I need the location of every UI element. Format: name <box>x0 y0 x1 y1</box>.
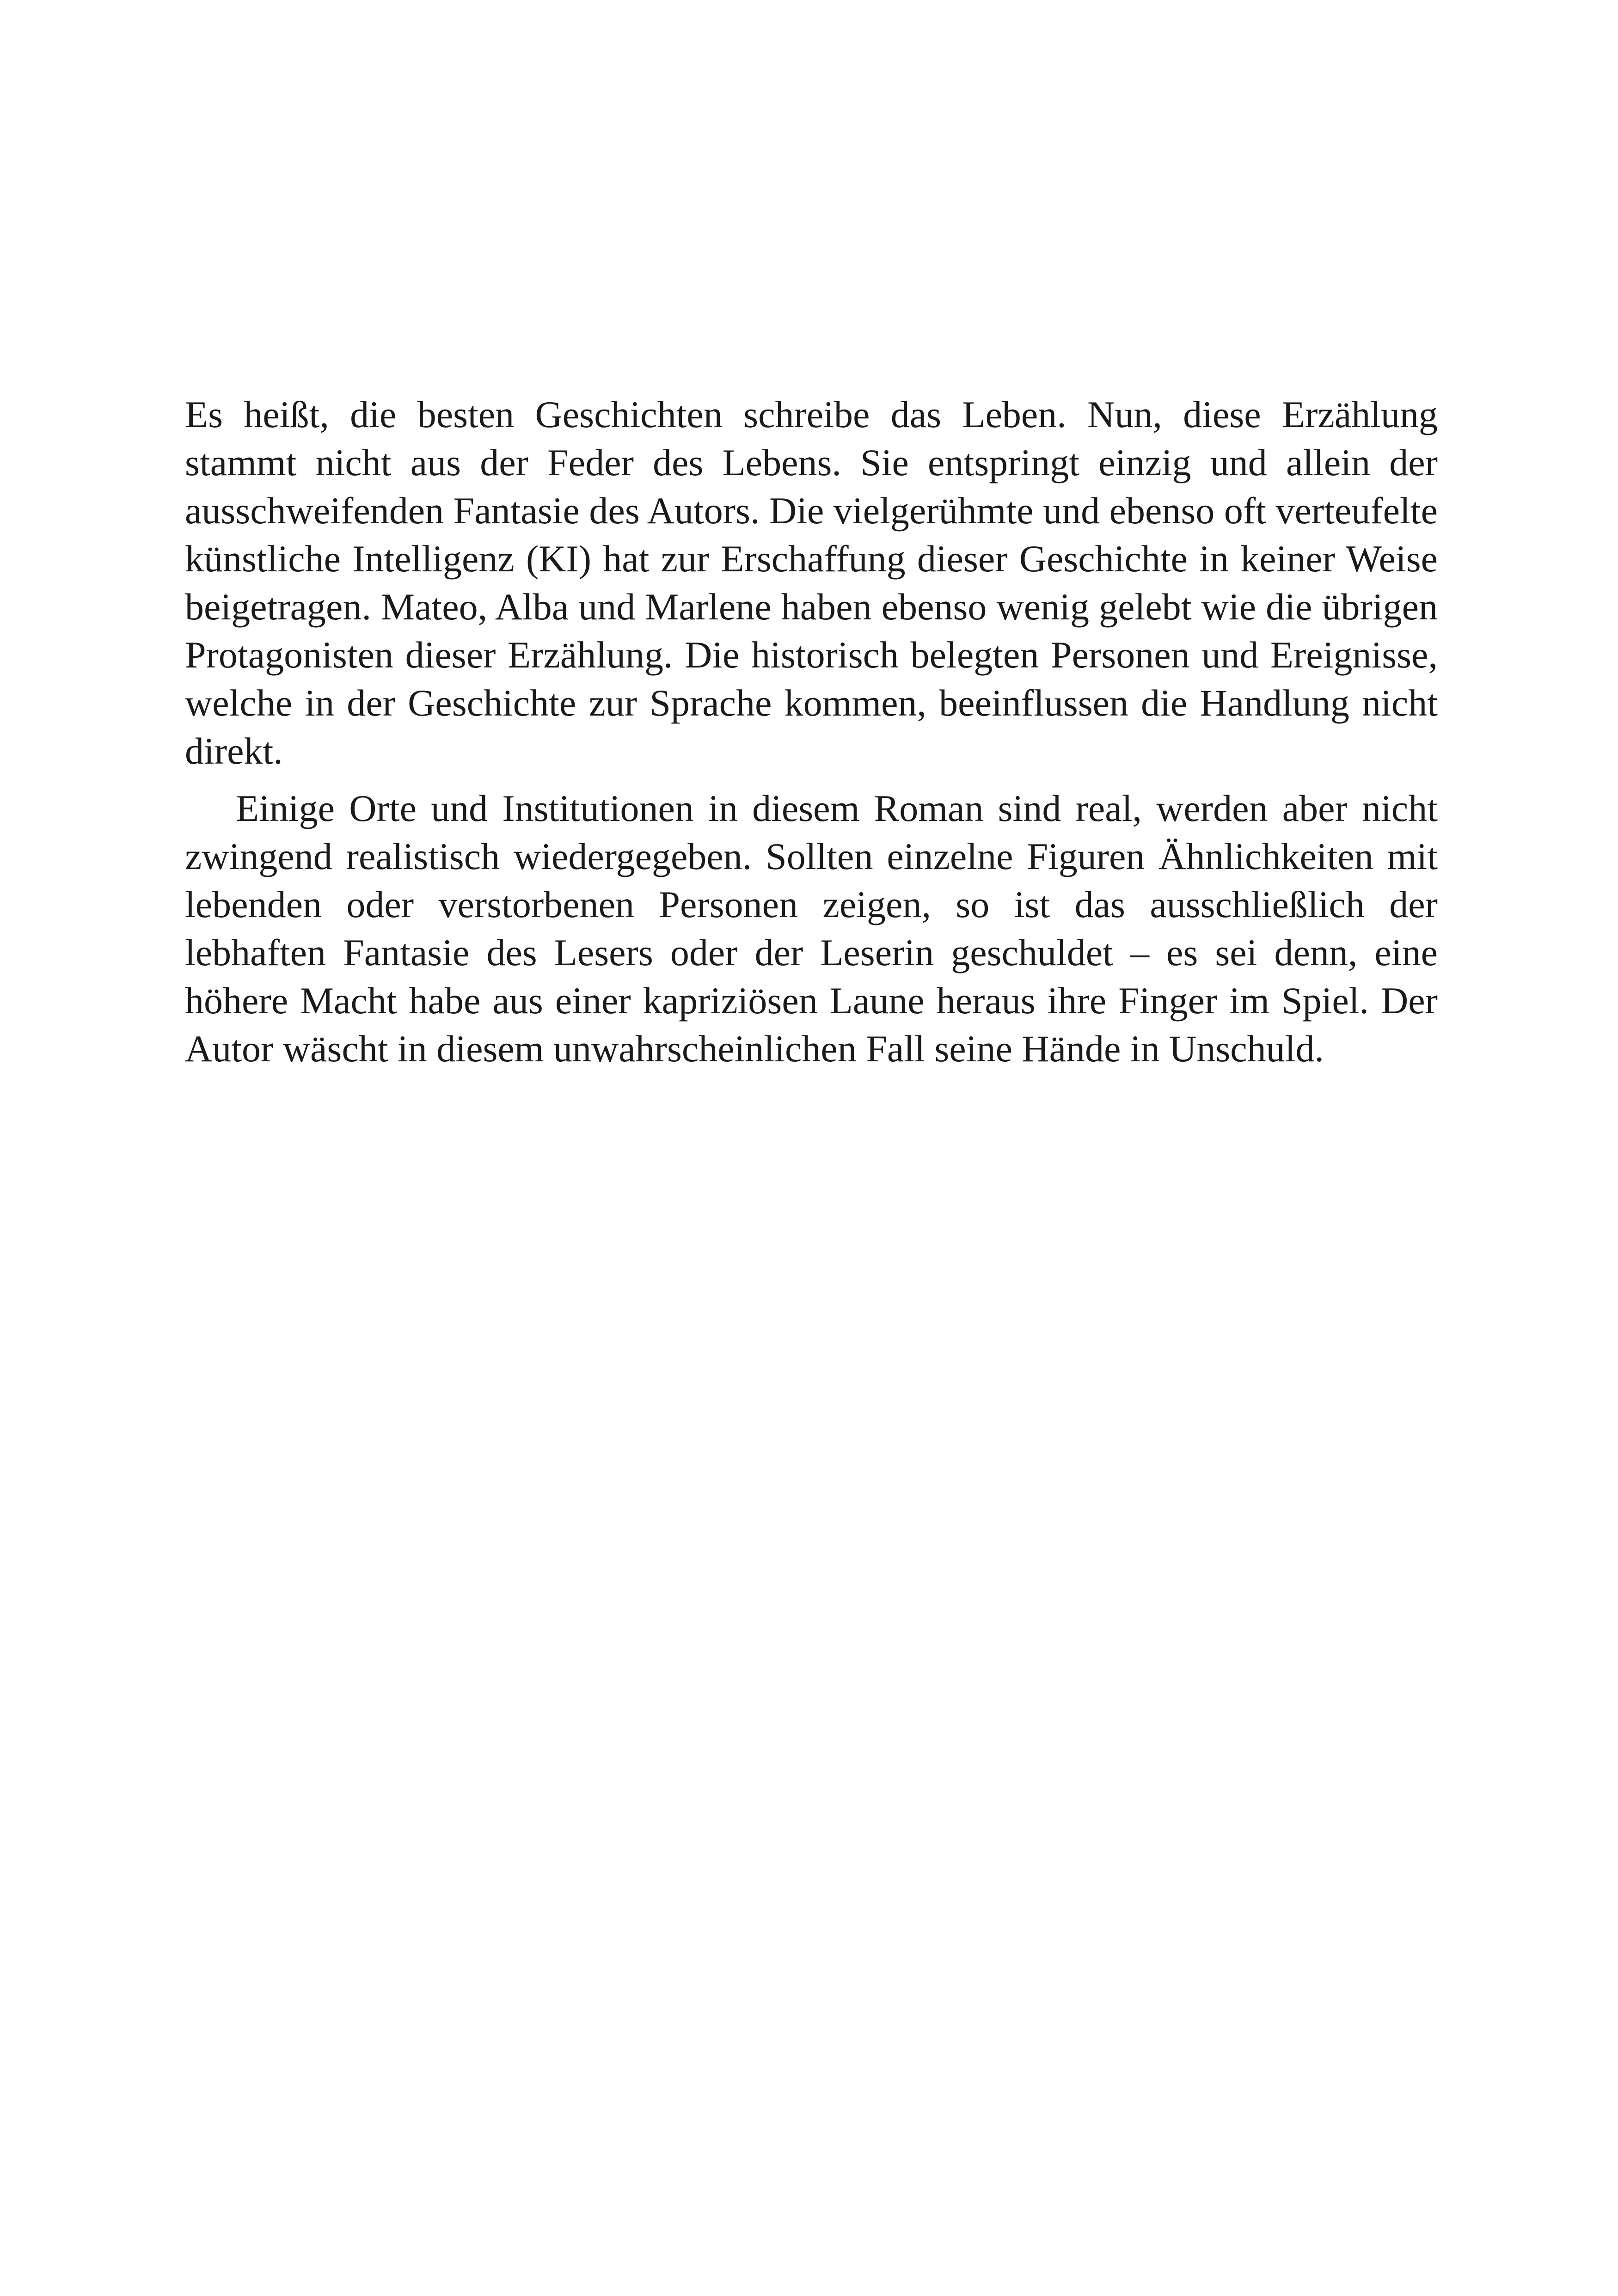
paragraph-disclaimer-resemblance: Einige Orte und Institutionen in diesem Roman sind real, werden aber nicht zwingend realistisch wiedergegeben. Sollten einzelne Figuren Ähnlichkeiten mit lebenden oder verstorbenen Personen zeigen, so ist das ausschließlich der lebhaften Fantasie des Lesers oder der Leserin geschuldet – es sei denn, eine höhere Macht habe aus einer kapriziösen Laune heraus ihre Finger im Spiel. Der Autor wäscht in diesem unwahrscheinlichen Fall seine Hände in Unschuld. <box>185 787 1438 1070</box>
paragraph-disclaimer-origin: Es heißt, die besten Geschichten schreibe das Leben. Nun, diese Erzählung stammt nicht aus der Feder des Lebens. Sie entspringt einzig und allein der ausschweifenden Fantasie des Autors. Die vielgerühmte und ebenso oft verteufelte künstliche Intelligenz (KI) hat zur Erschaffung dieser Geschichte in keiner Weise beigetragen. Mateo, Alba und Marlene haben ebenso wenig gelebt wie die übrigen Protagonisten dieser Erzählung. Die historisch belegten Personen und Ereignisse, welche in der Geschichte zur Sprache kommen, beeinflussen die Handlung nicht direkt. <box>185 393 1438 772</box>
body-text <box>185 391 1438 1073</box>
